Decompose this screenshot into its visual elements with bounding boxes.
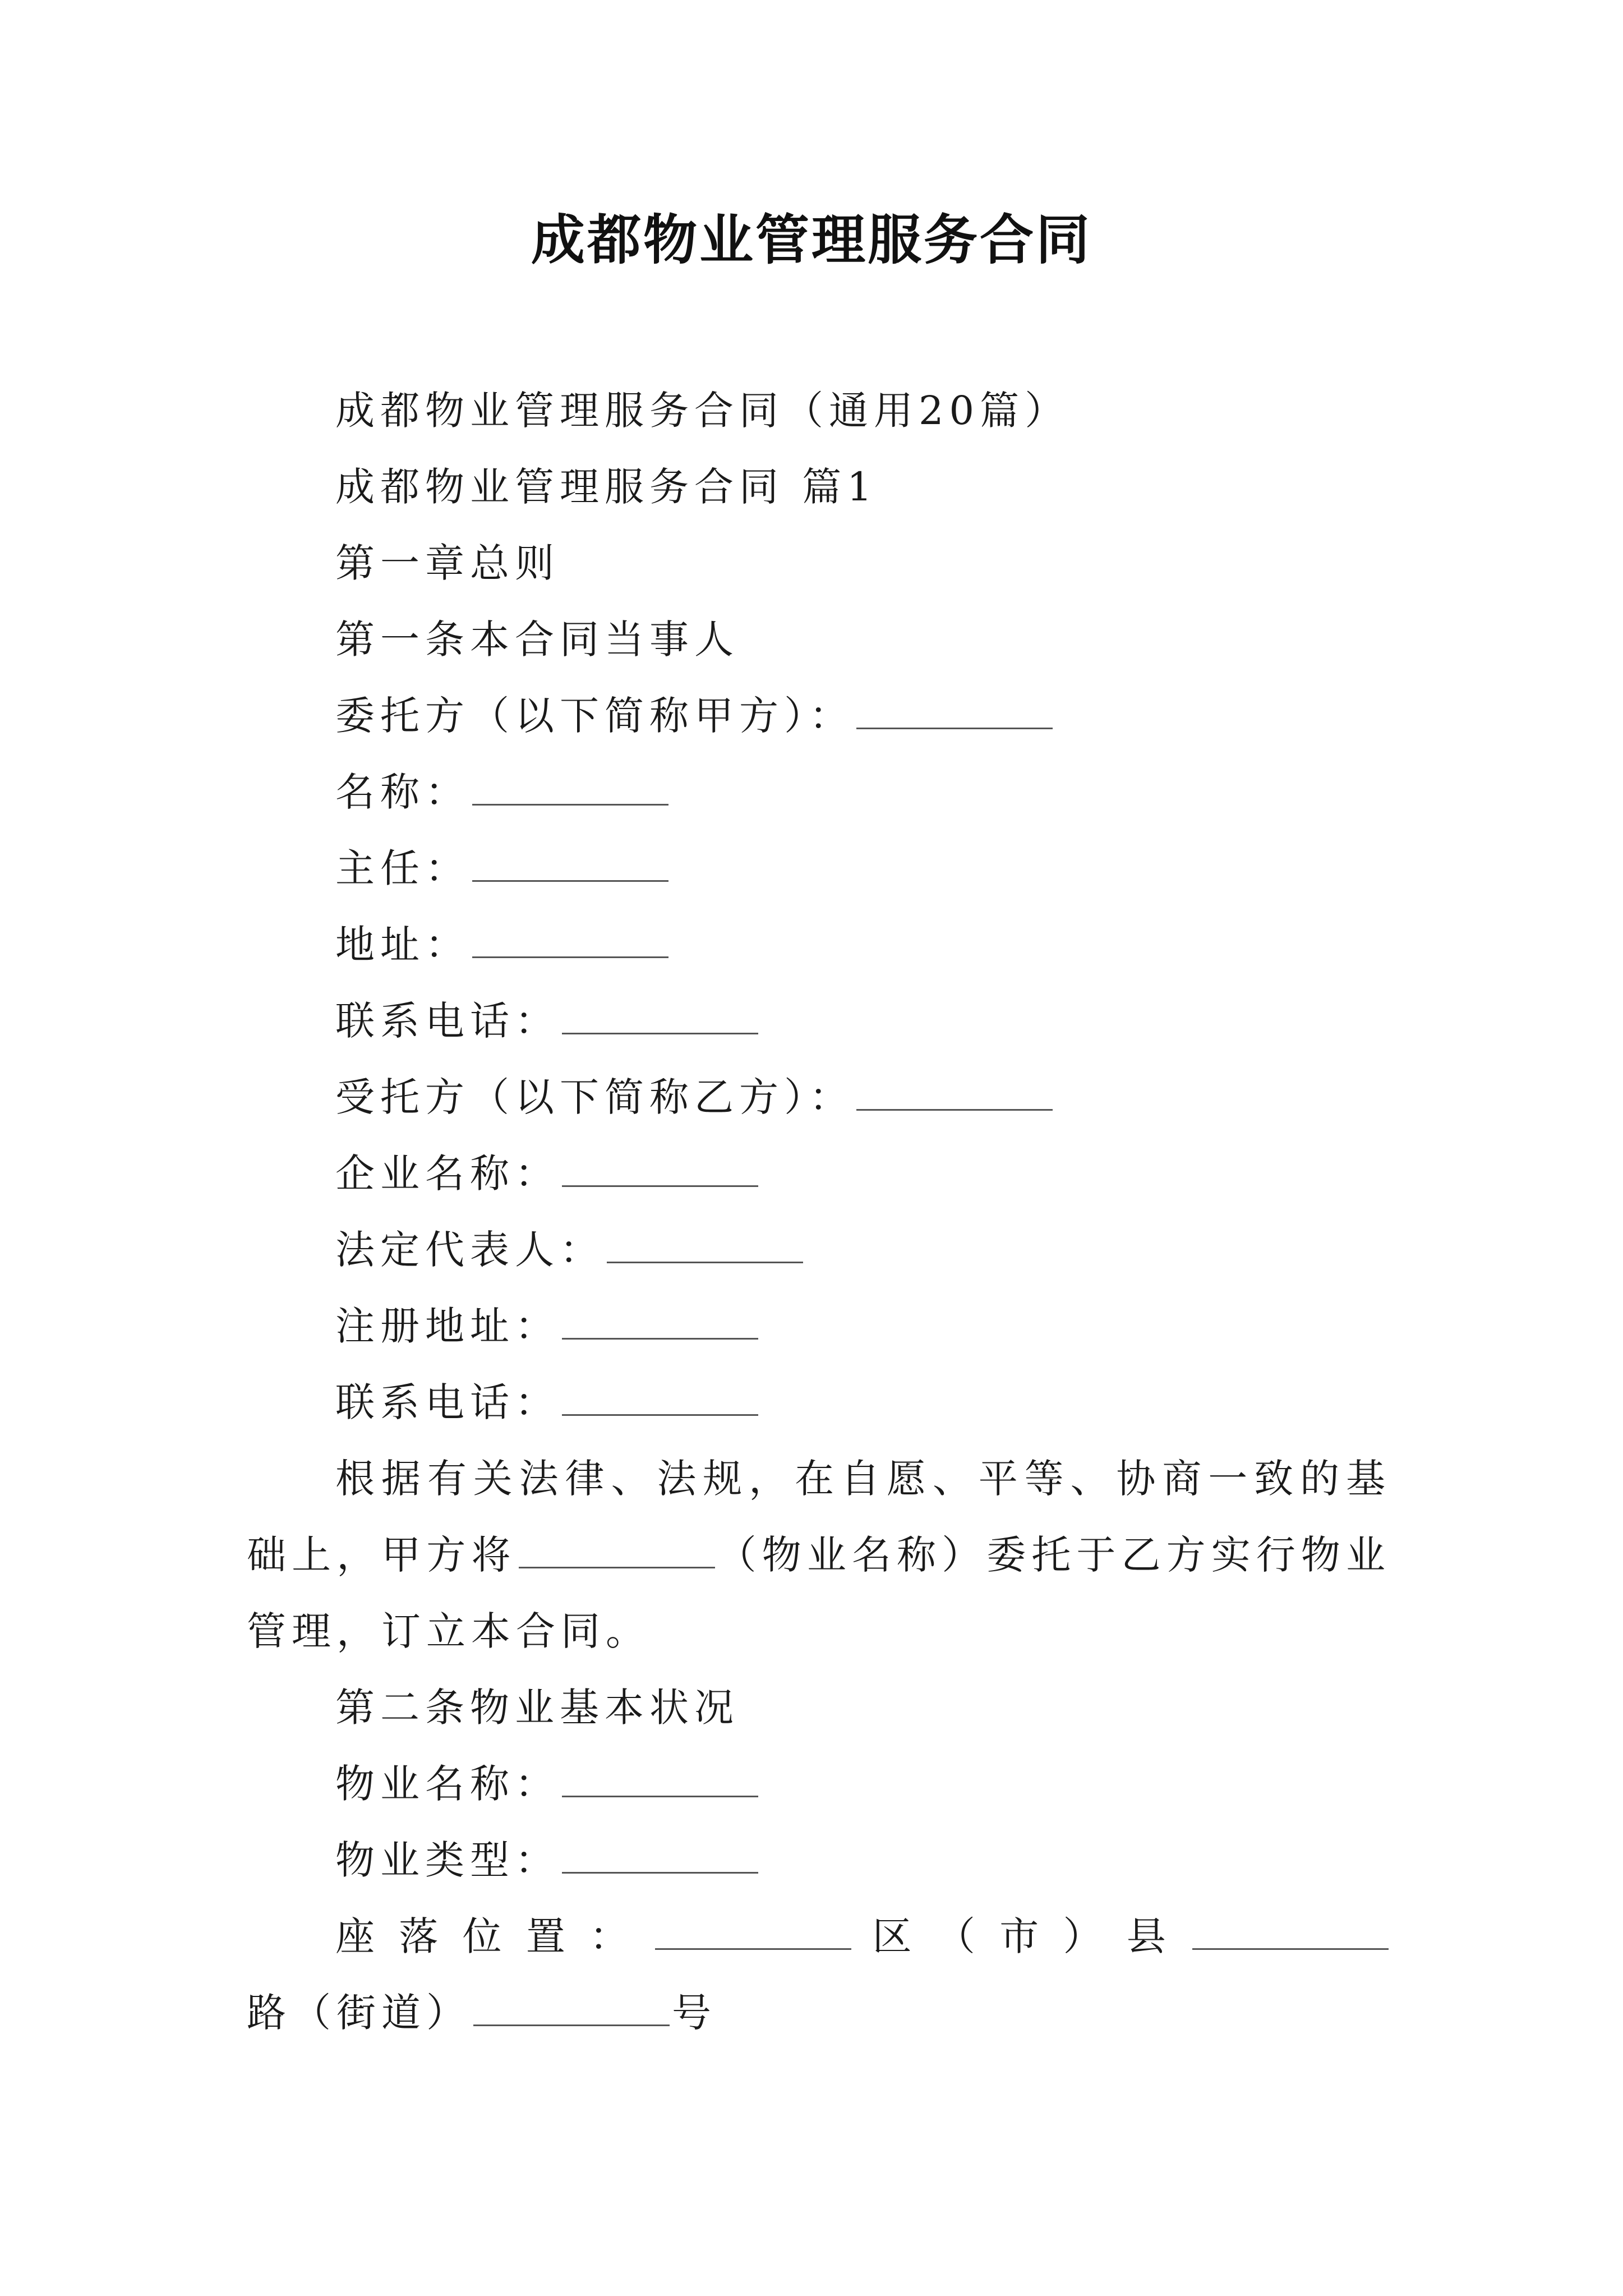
fill-blank[interactable] — [519, 1535, 715, 1568]
form-line — [247, 754, 1391, 830]
field-label: 号 — [672, 1990, 717, 2036]
paragraph: 成都物业管理服务合同（通用20篇） — [335, 388, 1070, 434]
document-title: 成都物业管理服务合同 — [531, 208, 1092, 272]
fill-blank[interactable] — [562, 1841, 758, 1874]
field-label: 受托方（以下简称乙方）： — [335, 1074, 854, 1120]
fill-blank[interactable] — [472, 772, 668, 806]
fill-blank[interactable] — [1192, 1917, 1389, 1950]
fill-blank[interactable] — [562, 1383, 758, 1416]
paragraph-text: 根据有关法律、法规，在自愿、平等、协商一致的基础上，甲方将 — [247, 1456, 1391, 1578]
fill-blank[interactable] — [607, 1230, 803, 1263]
form-line — [247, 1364, 1391, 1441]
fill-blank[interactable] — [562, 1001, 758, 1034]
form-line — [247, 1059, 1391, 1135]
fill-blank[interactable] — [472, 925, 668, 958]
paragraph — [247, 1441, 1391, 1669]
paragraph: 第二条物业基本状况 — [335, 1685, 739, 1731]
form-line — [247, 1288, 1391, 1364]
field-label: 座落位置： — [335, 1913, 653, 1959]
form-line — [247, 1212, 1391, 1288]
field-label: 法定代表人： — [335, 1227, 605, 1273]
fill-blank[interactable] — [472, 849, 668, 882]
fill-blank[interactable] — [562, 1764, 758, 1797]
paragraph: 第一条本合同当事人 — [335, 616, 739, 662]
form-line — [247, 907, 1391, 983]
field-label: 物业名称： — [335, 1761, 560, 1807]
fill-blank[interactable] — [473, 1993, 670, 2026]
field-label: 主任： — [335, 845, 470, 891]
form-line — [247, 1822, 1391, 1898]
paragraph: 第一章总则 — [335, 540, 560, 586]
field-label: 区（市）县 — [854, 1913, 1191, 1959]
field-label: 委托方（以下简称甲方）： — [335, 693, 854, 739]
fill-blank[interactable] — [562, 1154, 758, 1187]
fill-blank[interactable] — [856, 1078, 1053, 1111]
document-body — [247, 372, 1391, 2051]
field-label: 物业类型： — [335, 1837, 560, 1883]
field-label: 路（街道） — [247, 1990, 471, 2036]
form-line — [247, 678, 1391, 754]
field-label: 联系电话： — [335, 998, 560, 1044]
paragraph: 成都物业管理服务合同 篇1 — [335, 464, 878, 510]
field-label: 地址： — [335, 922, 470, 968]
fill-blank[interactable] — [655, 1917, 851, 1950]
fill-blank[interactable] — [856, 696, 1053, 729]
fill-blank[interactable] — [562, 1306, 758, 1340]
form-line — [247, 1898, 1391, 2051]
field-label: 名称： — [335, 769, 470, 815]
field-label: 企业名称： — [335, 1151, 560, 1197]
form-line — [247, 1746, 1391, 1822]
form-line — [247, 830, 1391, 907]
field-label: 联系电话： — [335, 1379, 560, 1425]
form-line — [247, 1135, 1391, 1212]
paragraph-text: （物业名称）委托于乙方实行物业管理，订立本合同。 — [247, 1532, 1391, 1654]
field-label: 注册地址： — [335, 1303, 560, 1349]
form-line — [247, 983, 1391, 1059]
